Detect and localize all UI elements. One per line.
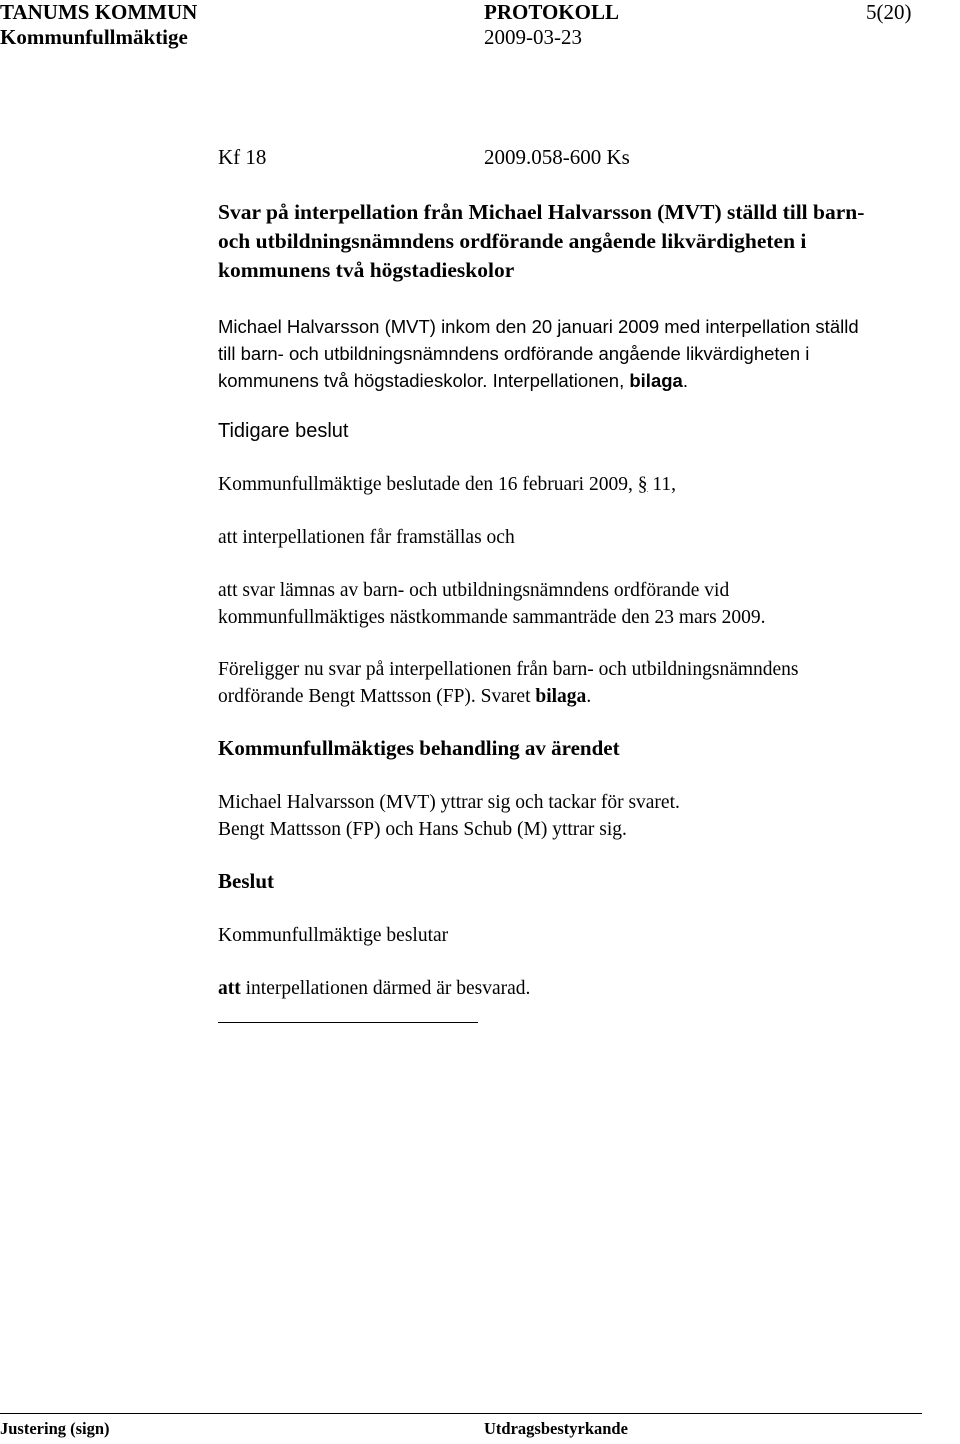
section-number: Kf 18	[218, 145, 267, 169]
footer-rule	[0, 1413, 922, 1414]
intro-line: kommunens två högstadieskolor. Interpellationen, bilaga.	[218, 370, 688, 391]
bilaga-reference: bilaga	[535, 686, 587, 707]
page-number: 5(20)	[866, 0, 912, 24]
beslut-att-clause: att interpellationen därmed är besvarad.	[218, 978, 531, 999]
behandling-paragraph: Michael Halvarsson (MVT) yttrar sig och tackar för svaret. Bengt Mattsson (FP) och Hans Schub (M) yttrar sig.	[218, 792, 680, 840]
previous-decision: Kommunfullmäktige beslutade den 16 februari 2009, § 11,	[218, 474, 676, 495]
item-title	[218, 198, 958, 285]
org-name: TANUMS KOMMUN	[0, 0, 198, 24]
meeting-date: 2009-03-23	[484, 25, 582, 49]
heading-behandling: Kommunfullmäktiges behandling av ärendet	[218, 736, 620, 760]
item-title-line: Svar på interpellation från Michael Halvarsson (MVT) ställd till barn-	[218, 200, 865, 224]
end-rule	[218, 1022, 478, 1023]
att-clause-1: att interpellationen får framställas och	[218, 527, 515, 548]
heading-beslut: Beslut	[218, 869, 275, 893]
footer-justering: Justering (sign)	[0, 1419, 110, 1438]
case-number: 2009.058-600 Ks	[484, 145, 630, 169]
footer-utdragsbestyrkande: Utdragsbestyrkande	[484, 1419, 628, 1438]
doc-type: PROTOKOLL	[484, 0, 619, 24]
att-clause-2: att svar lämnas av barn- och utbildningsnämndens ordförande vid kommunfullmäktiges nästkommande sammanträde den 23 mars 2009.	[218, 580, 766, 628]
section-symbol: §	[637, 474, 648, 495]
beslut-intro: Kommunfullmäktige beslutar	[218, 925, 449, 946]
heading-tidigare-beslut: Tidigare beslut	[218, 420, 349, 442]
bilaga-reference: bilaga	[629, 370, 683, 391]
intro-line: Michael Halvarsson (MVT) inkom den 20 januari 2009 med interpellation ställd	[218, 316, 859, 337]
body-name: Kommunfullmäktige	[0, 25, 188, 49]
foreligger-paragraph: Föreligger nu svar på interpellationen från barn- och utbildningsnämndens ordförande Bengt Mattsson (FP). Svaret bilaga.	[218, 659, 799, 707]
intro-paragraph	[218, 313, 948, 394]
item-title-line: och utbildningsnämndens ordförande angående likvärdigheten i	[218, 229, 807, 253]
intro-line: till barn- och utbildningsnämndens ordförande angående likvärdigheten i	[218, 343, 810, 364]
item-title-line: kommunens två högstadieskolor	[218, 258, 515, 282]
